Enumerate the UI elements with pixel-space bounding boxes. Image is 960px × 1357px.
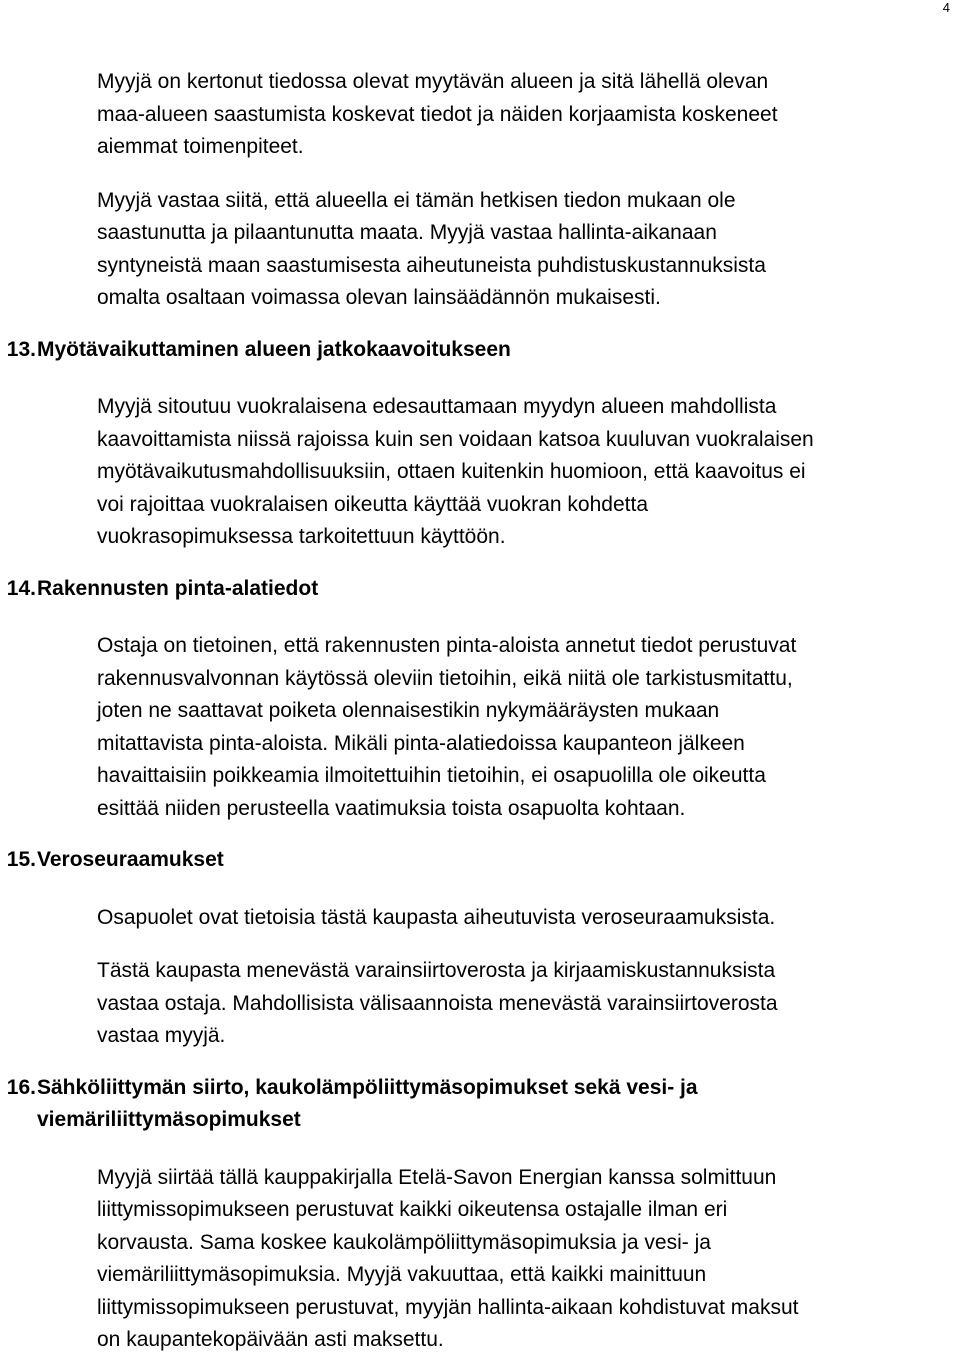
section-number: 15.	[6, 848, 36, 871]
paragraph-building-area-info: Ostaja on tietoinen, että rakennusten pinta-aloista annetut tiedot perustuvat rakennusvalvonnan käytössä oleviin tietoihin, eikä niitä ole tarkistusmitattu, joten ne saattavat poiketa olennaisestikin nykymääräysten mukaan mitattavista pinta-aloista. Mikäli pinta-alatiedoissa kaupanteon jälkeen havaittaisiin poikkeamia ilmoitettuihin tietoihin, ei osapuolilla ole oikeutta esittää niiden perusteella vaatimuksia toista osapuolta kohtaan.	[97, 634, 797, 820]
section-number: 14.	[6, 576, 36, 600]
page-number: 4	[942, 0, 950, 15]
paragraph-seller-contamination-info: Myyjä on kertonut tiedossa olevat myytävän alueen ja sitä lähellä olevan maa-alueen saastumista koskevat tiedot ja näiden korjaamista koskeneet aiemmat toimenpiteet.	[97, 70, 778, 158]
paragraph-seller-responsibility: Myyjä vastaa siitä, että alueella ei tämän hetkisen tiedon mukaan ole saastunutta ja pilaantunutta maata. Myyjä vastaa hallinta-aikanaan syntyneistä maan saastumisesta aiheutuneista puhdistuskustannuksista omalta osaltaan voimassa olevan lainsäädännön mukaisesti.	[97, 188, 766, 309]
section-title: Myötävaikuttaminen alueen jatkokaavoitukseen	[37, 337, 511, 361]
paragraph-transfer-tax: Tästä kaupasta menevästä varainsiirtoverosta ja kirjaamiskustannuksista vastaa ostaja. Mahdollisista välisaannoista menevästä varainsiirtoverosta vastaa myyjä.	[97, 959, 778, 1047]
section-heading-13	[0, 334, 960, 367]
section-number: 13.	[6, 337, 36, 361]
section-title: Veroseuraamukset	[37, 848, 224, 871]
section-heading-16	[0, 1072, 960, 1137]
section-heading-14	[0, 573, 960, 606]
paragraph-zoning-cooperation: Myyjä sitoutuu vuokralaisena edesauttamaan myydyn alueen mahdollista kaavoittamista niissä rajoissa kuin sen voidaan katsoa kuuluvan vuokralaisen myötävaikutusmahdollisuuksiin, ottaen kuitenkin huomioon, että kaavoitus ei voi rajoittaa vuokralaisen oikeutta käyttää vuokran kohdetta vuokrasopimuksessa tarkoitettuun käyttöön.	[97, 395, 814, 548]
section-heading-15	[0, 844, 960, 877]
section-number: 16.	[6, 1075, 36, 1099]
section-title: Sähköliittymän siirto, kaukolämpöliittymäsopimukset sekä vesi- ja viemäriliittymäsopimukset	[37, 1075, 698, 1131]
paragraph-connection-transfer: Myyjä siirtää tällä kauppakirjalla Etelä-Savon Energian kanssa solmittuun liittymissopimukseen perustuvat kaikki oikeutensa ostajalle ilman eri korvausta. Sama koskee kaukolämpöliittymäsopimuksia ja vesi- ja viemäriliittymäsopimuksia. Myyjä vakuuttaa, että kaikki mainittuun liittymissopimukseen perustuvat, myyjän hallinta-aikaan kohdistuvat maksut on kaupantekopäivään asti maksettu.	[97, 1165, 799, 1351]
document-body	[0, 66, 960, 1357]
paragraph-tax-awareness: Osapuolet ovat tietoisia tästä kaupasta aiheutuvista veroseuraamuksista.	[97, 905, 776, 929]
section-title: Rakennusten pinta-alatiedot	[37, 576, 319, 600]
